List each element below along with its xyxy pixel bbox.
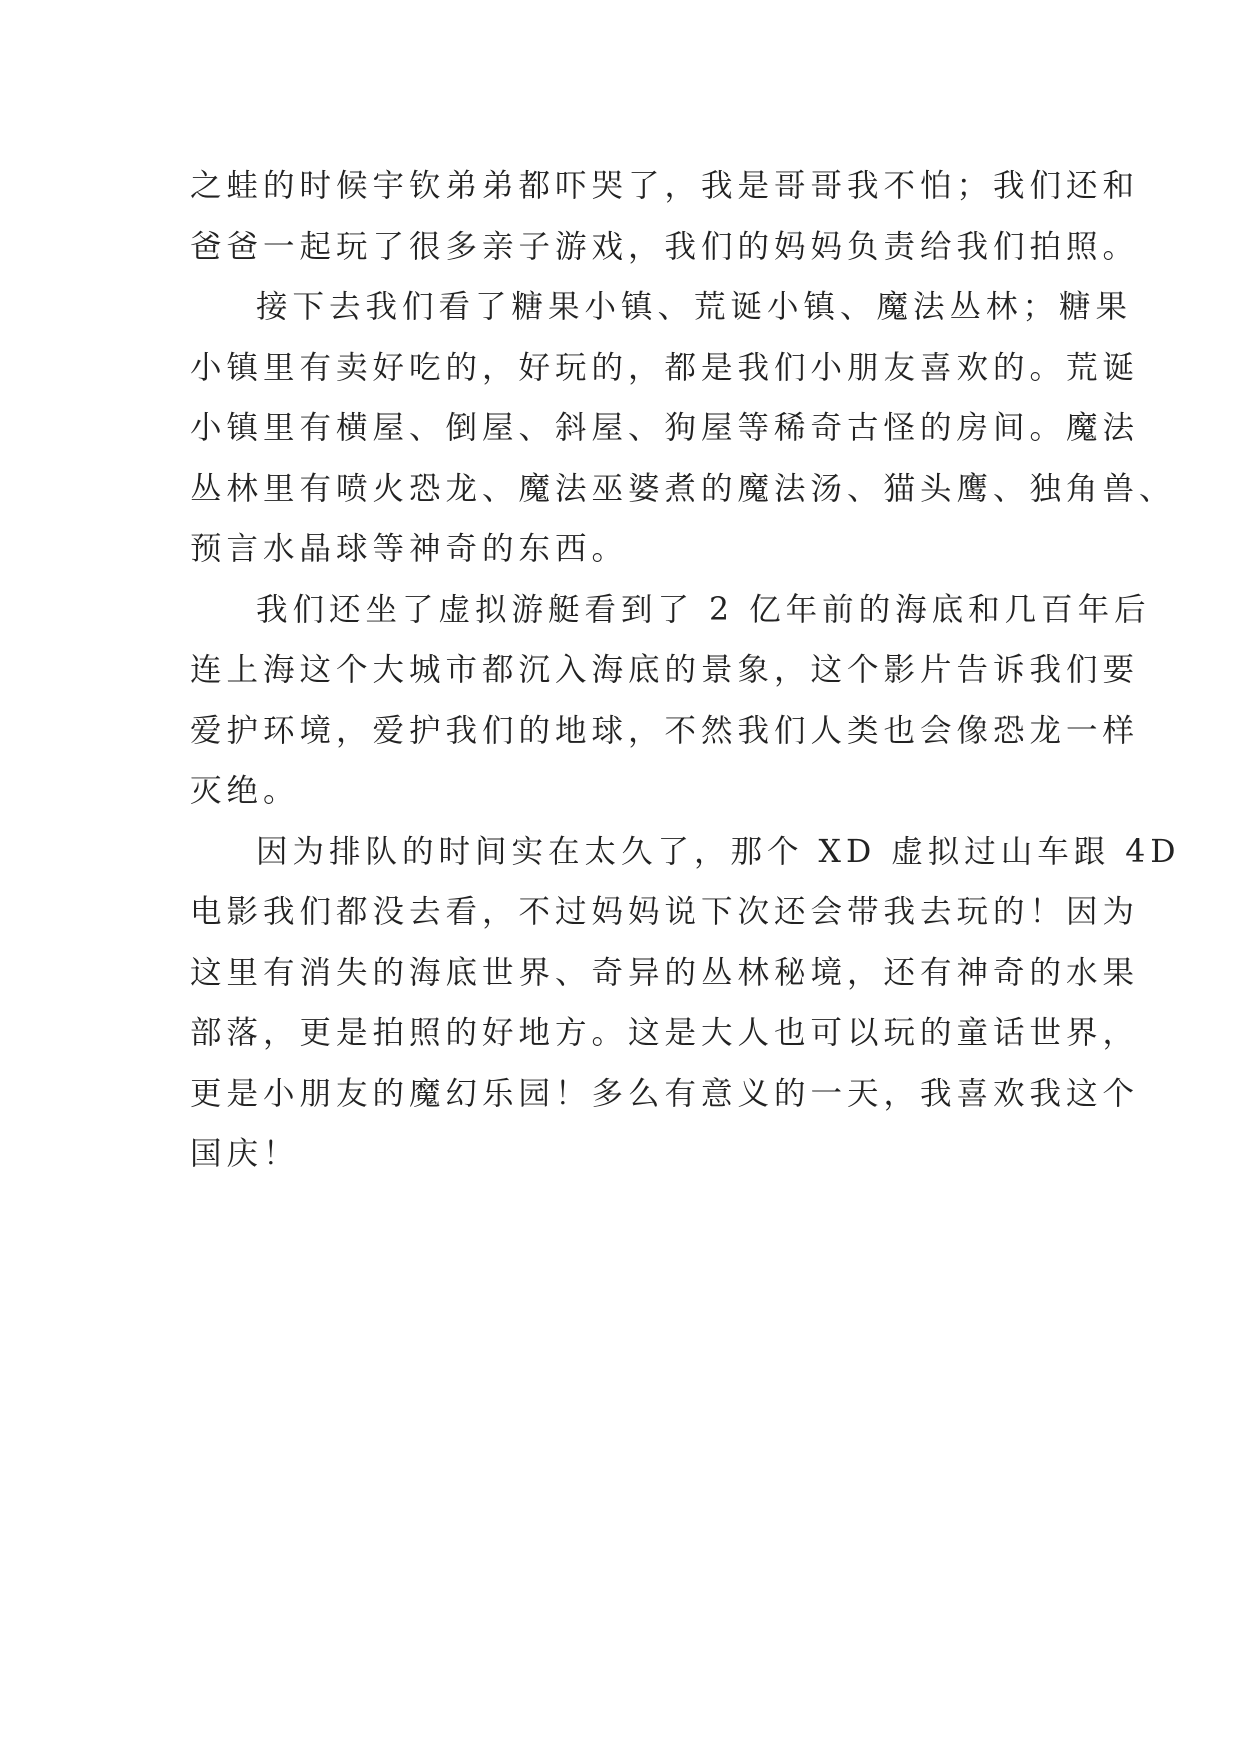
body-text <box>190 156 1181 1185</box>
paragraph-start-line: 我们还坐了虚拟游艇看到了 2 亿年前的海底和几百年后 <box>256 591 1151 628</box>
paragraph-start-line: 接下去我们看了糖果小镇、荒诞小镇、魔法丛林；糖果 <box>256 289 1133 325</box>
text-line: 之蛙的时候宇钦弟弟都吓哭了，我是哥哥我不怕；我们还和 <box>190 168 1140 204</box>
text-line: 电影我们都没去看，不过妈妈说下次还会带我去玩的！因为 <box>190 894 1140 930</box>
text-line: 部落，更是拍照的好地方。这是大人也可以玩的童话世界， <box>190 1015 1140 1051</box>
text-line: 爸爸一起玩了很多亲子游戏，我们的妈妈负责给我们拍照。 <box>190 228 1140 265</box>
text-line: 小镇里有横屋、倒屋、斜屋、狗屋等稀奇古怪的房间。魔法 <box>190 410 1140 446</box>
text-line: 丛林里有喷火恐龙、魔法巫婆煮的魔法汤、猫头鹰、独角兽、 <box>190 470 1176 507</box>
text-line: 更是小朋友的魔幻乐园！多么有意义的一天，我喜欢我这个 <box>190 1075 1140 1112</box>
text-line: 连上海这个大城市都沉入海底的景象，这个影片告诉我们要 <box>190 652 1140 688</box>
text-line: 小镇里有卖好吃的，好玩的，都是我们小朋友喜欢的。荒诞 <box>190 349 1140 386</box>
text-line: 预言水晶球等神奇的东西。 <box>190 531 629 567</box>
text-line: 灭绝。 <box>190 773 300 809</box>
text-line: 国庆！ <box>190 1136 300 1172</box>
text-line: 爱护环境，爱护我们的地球，不然我们人类也会像恐龙一样 <box>190 712 1140 749</box>
paragraph-start-line: 因为排队的时间实在太久了，那个 XD 虚拟过山车跟 4D <box>256 833 1181 870</box>
text-line: 这里有消失的海底世界、奇异的丛林秘境，还有神奇的水果 <box>190 954 1140 991</box>
